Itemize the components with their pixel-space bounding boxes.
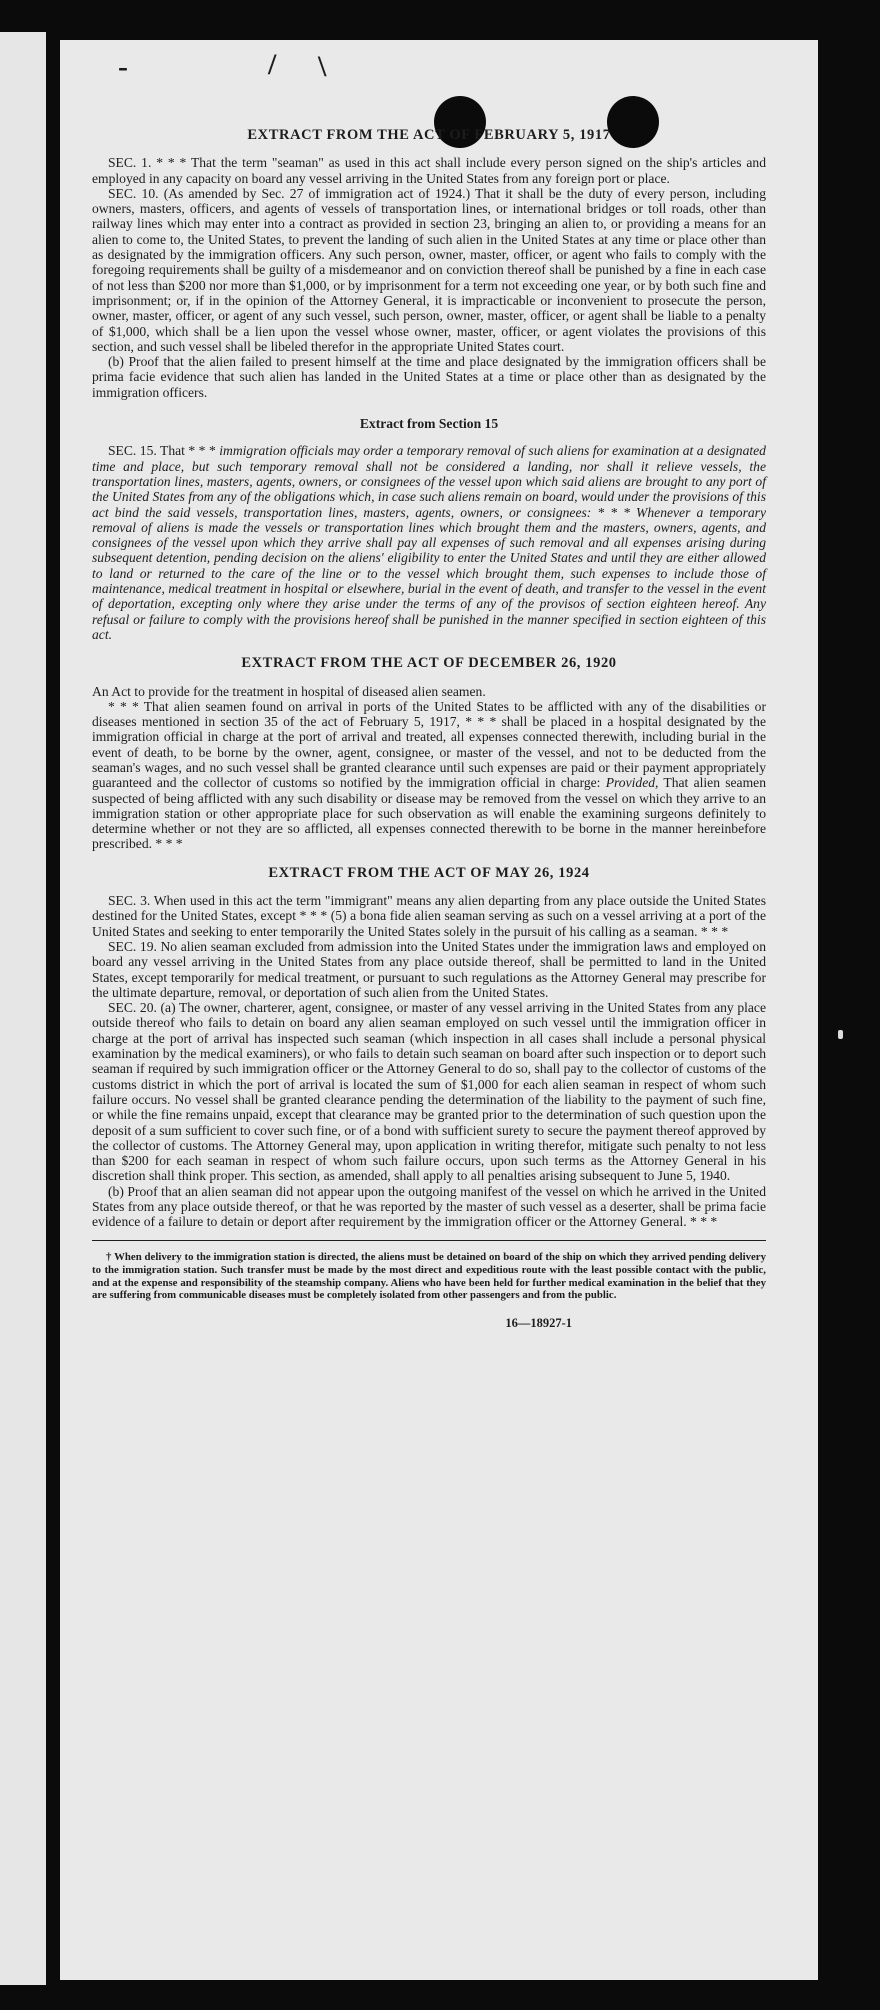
scan-mark bbox=[838, 1030, 843, 1039]
heading-act-1924: EXTRACT FROM THE ACT OF MAY 26, 1924 bbox=[268, 864, 590, 881]
section-15-text: immigration officials may order a temporary removal of such aliens for examination at a designated time and place, but such temporary removal shall not be considered a landing, nor shall it relieve vessels, the transportation lines, masters, agents, owners, or consignees of the vessel upon which said aliens are brought to any port of the United States from any of the obligations which, in case such aliens remain on board, would under the provisions of this act bind the said vessels, transportation lines, masters, agents, owners, or consignees: * * * Whenever a temporary removal of aliens is made the vessels or transportation lines which brought them and the masters, owners, agents, and consignees of the vessel upon which they arrive shall pay all expenses of such removal and all expenses arising during subsequent detention, pending decision on the aliens' eligibility to enter the United States and until they are either allowed to land or returned to the care of the line or to the vessel which brought them, such expenses to include those of maintenance, medical treatment in hospital or elsewhere, burial in the event of death, and transfer to the vessel in the event of deportation, excepting only where they arise under the terms of any of the provisos of section eighteen hereof. Any refusal or failure to comply with the provisions hereof shall be punished in the manner specified in section eighteen of this act. bbox=[92, 443, 766, 642]
document-body bbox=[92, 128, 766, 1331]
section-10: SEC. 10. (As amended by Sec. 27 of immigration act of 1924.) That it shall be the duty of every person, including owners, masters, officers, and agents of vessels of transportation lines, or international bridges or toll roads, other than railway lines which may enter into a contract as provided in section 23, bringing an alien to, or providing a means for an alien to come to, the United States, to prevent the landing of such alien in the United States at any time or place other than as designated by the immigration officers. Any such person, owner, master, officer, or agent who fails to comply with the foregoing requirements shall be guilty of a misdemeanor and on conviction thereof shall be punished by a fine in each case of not less than $200 nor more than $1,000, or by imprisonment for a term not exceeding one year, or by both such fine and imprisonment; or, if in the opinion of the Attorney General, it is impracticable or inconvenient to prosecute the person, owner, master, officer, or agent of any such vessel, such person, owner, master, officer, or agent shall be liable to a penalty of $1,000, which shall be a lien upon the vessel whose owner, master, officer, or agent violates the provisions of this section, and such vessel shall be libeled therefor in the appropriate United States court. bbox=[92, 185, 766, 354]
footnote-divider bbox=[92, 1240, 766, 1241]
section-20-b: (b) Proof that an alien seaman did not appear upon the outgoing manifest of the vessel on which he arrived in the United States from any place outside thereof, or that he was reported by the master of such vessel as a deserter, shall be prima facie evidence of a failure to detain or deport after requirement by the immigration officer or the Attorney General. * * * bbox=[92, 1183, 766, 1230]
section-15-lead: SEC. 15. That * * * bbox=[108, 443, 220, 459]
section-19: SEC. 19. No alien seaman excluded from admission into the United States under the immigration laws and employed on board any vessel arriving in the United States from any place outside thereof, shall be permitted to land in the United States, except temporarily for medical treatment, or pursuant to such regulations as the Attorney General may prescribe for the ultimate departure, removal, or deportation of such alien from the United States. bbox=[92, 938, 766, 1000]
section-10-b: (b) Proof that the alien failed to present himself at the time and place designated by the immigration officers shall be prima facie evidence that such alien has landed in the United States at a time or place other than as designated by the immigration officers. bbox=[92, 354, 766, 400]
section-3: SEC. 3. When used in this act the term "immigrant" means any alien departing from any place outside the United States destined for the United States, except * * * (5) a bona fide alien seaman serving as such on a vessel arriving at a port of the United States and seeking to enter temporarily the United States solely in the pursuit of his calling as a seaman. * * * bbox=[92, 893, 766, 939]
scan-mark: \ bbox=[318, 50, 327, 83]
footnote: † When delivery to the immigration station is directed, the aliens must be detained on board of the ship on which they arrived pending delivery to the immigration station. Such transfer must be made by the most direct and expeditious route with the least possible contact with the public, and at the expense and responsibility of the steamship company. Aliens who have been held for further medical examination in the belief that they are suffering from communicable diseases must be completely isolated from other passengers and from the public. bbox=[92, 1251, 766, 1302]
heading-act-1917: EXTRACT FROM THE ACT OF FEBRUARY 5, 1917 bbox=[247, 127, 611, 143]
act-1920-body bbox=[92, 699, 766, 852]
section-20-a: SEC. 20. (a) The owner, charterer, agent, consignee, or master of any vessel arriving in the United States from any place outside thereof who fails to detain on board any alien seaman employed on such vessel until the immigration officer in charge at the port of arrival has inspected such seaman (which inspection in all cases shall include a personal physical examination by the medical examiners), or who fails to detain such seaman on board after such inspection or to deport such seaman if required by such immigration officer or the Attorney General to do so, shall pay to the collector of customs of the customs district in which the port of arrival is located the sum of $1,000 for each alien seaman in respect of whom such failure occurs. No vessel shall be granted clearance pending the determination of the liability to the payment of such fine, or while the fine remains unpaid, except that clearance may be granted prior to the determination of such question upon the deposit of a sum sufficient to cover such fine, or of a bond with sufficient surety to secure the payment thereof approved by the collector of customs. The Attorney General may, upon application in writing therefor, mitigate such penalty to not less than $200 for each seaman in respect of whom such failure occurs, upon such terms as the Attorney General in his discretion shall think proper. This section, as amended, shall apply to all penalties arising subsequent to June 5, 1940. bbox=[92, 1000, 766, 1184]
act-1920-title: An Act to provide for the treatment in hospital of diseased alien seamen. bbox=[92, 683, 486, 699]
subheading-section-15: Extract from Section 15 bbox=[359, 416, 499, 432]
scan-mark: - bbox=[118, 50, 128, 83]
adjacent-page-edge bbox=[0, 32, 46, 1985]
section-1: SEC. 1. * * * That the term "seaman" as used in this act shall include every person signed on the ship's articles and employed in any capacity on board any vessel arriving in the United States from any foreign port or place. bbox=[92, 155, 766, 186]
heading-act-1920: EXTRACT FROM THE ACT OF DECEMBER 26, 1920 bbox=[241, 655, 617, 672]
act-1920-provided: Provided, bbox=[605, 775, 659, 791]
act-1920-text-a: * * * That alien seamen found on arrival in ports of the United States to be afflicted with any of the disabilities or diseases mentioned in section 35 of the act of February 5, 1917, * * * shall be placed in a hospital designated by the immigration official in charge at the port of arrival and treated, all expenses connected therewith, including burial in the event of death, to be borne by the owner, agent, consignee, or master of the vessel, and not to be deducted from the seaman's wages, and no such vessel shall be granted clearance until such expenses are paid or their payment appropriately guaranteed and the collector of customs so notified by the immigration official in charge: bbox=[92, 698, 766, 791]
form-number: 16—18927-1 bbox=[505, 1315, 572, 1330]
scan-mark: / bbox=[268, 48, 277, 81]
act-1920-text-b: That alien seamen suspected of being afflicted with any such disability or disease may be removed from the vessel on which they arrive to an immigration station or other appropriate place for such observation as will enable the examining surgeons definitely to determine whether or not they are so afflicted, all expenses connected therewith to be borne in the manner hereinbefore prescribed. * * * bbox=[92, 775, 766, 852]
section-15 bbox=[92, 443, 766, 642]
